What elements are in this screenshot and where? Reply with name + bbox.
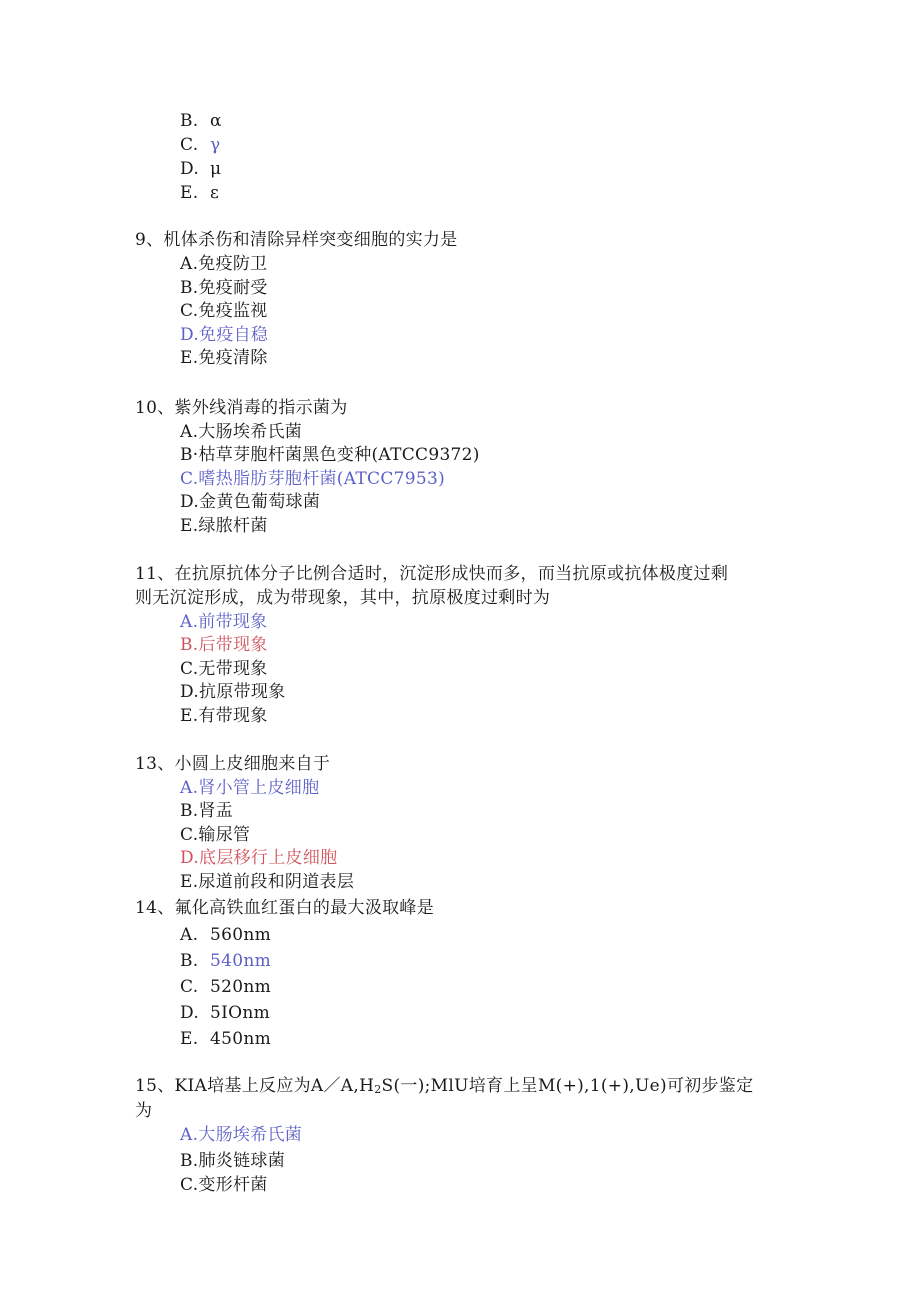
q11-stem-line-2: 则无沉淀形成，成为带现象，其中，抗原极度过剩时为: [135, 588, 551, 608]
q14-option-a: [180, 924, 271, 946]
option-label: E.: [180, 183, 199, 203]
q10-option-b: B·枯草芽胞杆菌黑色变种(ATCC9372): [180, 445, 480, 465]
q13-option-a: A.肾小管上皮细胞: [180, 778, 320, 798]
q14-stem: 14、氟化高铁血红蛋白的最大汲取峰是: [135, 898, 435, 918]
option-text: ε: [210, 183, 220, 203]
option-label: C.: [180, 135, 199, 155]
q13-option-e: E.尿道前段和阴道表层: [180, 872, 355, 892]
option-text: μ: [210, 159, 222, 179]
option-text: 540nm: [210, 951, 272, 971]
q10-stem: 10、紫外线消毒的指示菌为: [135, 398, 348, 418]
q15-stem-subscript: 2: [374, 1083, 382, 1096]
q11-option-a: A.前带现象: [180, 612, 268, 632]
q10-option-e: E.绿脓杆菌: [180, 516, 268, 536]
q10-option-a: A.大肠埃希氏菌: [180, 422, 303, 442]
q10-option-c: C.嗜热脂肪芽胞杆菌(ATCC7953): [180, 469, 446, 489]
q9-option-b: B.免疫耐受: [180, 278, 268, 298]
q10-option-d: D.金黄色葡萄球菌: [180, 492, 321, 512]
q9-option-a: A.免疫防卫: [180, 254, 268, 274]
q8-option-d: [180, 158, 221, 180]
q15-stem-line-1: [135, 1075, 753, 1101]
q13-option-c: C.输尿管: [180, 825, 251, 845]
q8-option-e: [180, 182, 219, 204]
q9-stem: 9、机体杀伤和清除异样突变细胞的实力是: [135, 230, 458, 250]
option-text: 560nm: [210, 925, 272, 945]
q15-option-c: C.变形杆菌: [180, 1175, 268, 1195]
q15-option-a: A.大肠埃希氏菌: [180, 1125, 303, 1145]
q11-option-e: E.有带现象: [180, 706, 268, 726]
q15-stem-line-2: 为: [135, 1101, 153, 1121]
q9-option-c: C.免疫监视: [180, 301, 268, 321]
q14-option-e: [180, 1028, 271, 1050]
q8-option-b: [180, 110, 222, 132]
q15-stem-part-b: S(一);MlU培育上呈M(+),1(+),Ue)可初步鉴定: [381, 1076, 754, 1096]
option-label: E.: [180, 1029, 199, 1049]
q14-option-c: [180, 976, 271, 998]
option-label: A.: [180, 925, 199, 945]
option-text: 450nm: [210, 1029, 272, 1049]
q11-stem-line-1: 11、在抗原抗体分子比例合适时，沉淀形成快而多，而当抗原或抗体极度过剩: [135, 564, 729, 584]
option-label: D.: [180, 1003, 200, 1023]
option-label: D.: [180, 159, 200, 179]
q13-option-d: D.底层移行上皮细胞: [180, 848, 338, 868]
option-label: C.: [180, 977, 199, 997]
q11-option-d: D.抗原带现象: [180, 682, 286, 702]
option-text: α: [210, 111, 222, 131]
q11-option-c: C.无带现象: [180, 659, 268, 679]
q13-option-b: B.肾盂: [180, 801, 234, 821]
option-label: B.: [180, 951, 199, 971]
q8-option-c: [180, 134, 220, 156]
q13-stem: 13、小圆上皮细胞来自于: [135, 754, 331, 774]
q9-option-d: D.免疫自稳: [180, 325, 269, 345]
q14-option-d: [180, 1002, 270, 1024]
q15-stem-part-a: 15、KIA培基上反应为A／A,H: [135, 1076, 375, 1096]
q14-option-b: [180, 950, 271, 972]
q15-option-b: B.肺炎链球菌: [180, 1151, 285, 1171]
q9-option-e: E.免疫清除: [180, 348, 268, 368]
q11-option-b: B.后带现象: [180, 635, 268, 655]
option-text: 5IOnm: [210, 1003, 271, 1023]
option-text: 520nm: [210, 977, 272, 997]
option-label: B.: [180, 111, 199, 131]
option-text: γ: [210, 135, 221, 155]
